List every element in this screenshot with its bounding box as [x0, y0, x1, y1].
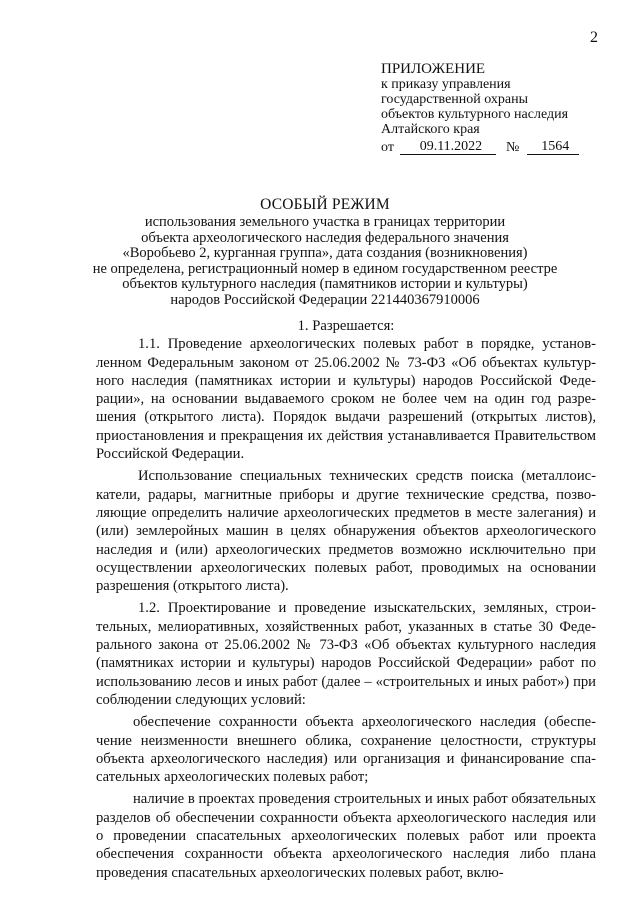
- document-title-block: [60, 196, 590, 308]
- document-body: [96, 317, 596, 886]
- title-subtitle-line: не определена, регистрационный номер в едином государственном реестре: [92, 260, 558, 277]
- appendix-line: Алтайского края: [381, 122, 480, 137]
- appendix-line: к приказу управления: [381, 77, 511, 92]
- page-number: 2: [590, 29, 598, 46]
- paragraph: обеспечение сохранности объекта археологического наследия (обеспечение неизменности внешнего облика, сохранение целостности, структуры объекта археологического наследия) или организация и финансирование спасательных археологических полевых работ;: [96, 714, 596, 786]
- section-heading: 1. Разрешается:: [297, 318, 395, 334]
- document-title: ОСОБЫЙ РЕЖИМ: [260, 196, 390, 213]
- title-subtitle-line: использования земельного участка в границах территории: [144, 214, 506, 230]
- order-reference: [381, 139, 621, 155]
- appendix-heading: ПРИЛОЖЕНИЕ: [381, 61, 486, 77]
- from-label: от: [381, 140, 394, 155]
- appendix-line: объектов культурного наследия: [381, 107, 569, 122]
- title-subtitle-line: объектов культурного наследия (памятников истории и культуры): [122, 276, 528, 293]
- appendix-line: государственной охраны: [381, 92, 529, 107]
- number-sign: №: [505, 140, 520, 155]
- appendix-block: [381, 62, 621, 155]
- paragraph: Использование специальных технических средств поиска (металлоискатели, радары, магнитные приборы и другие технические средства, позволяющие определить наличие археологических предметов в месте залегания) и (или) землеройных машин в целях обнаружения объектов археологического наследия и (или) археологических предметов возможно исключительно при осуществлении археологических полевых работ, проводимых на основании разрешения (открытого листа).: [96, 468, 596, 595]
- paragraph: 1.2. Проектирование и проведение изыскательских, земляных, строительных, мелиоративных, хозяйственных работ, указанных в статье 30 Федерального закона от 25.06.2002 № 73-ФЗ «Об объектах культурного наследия (памятниках истории и культуры) народов Российской Федерации» работ по использованию лесов и иных работ (далее – «строительных и иных работ») при соблюдении следующих условий:: [96, 600, 596, 708]
- title-subtitle-line: народов Российской Федерации 221440367910006: [170, 291, 480, 308]
- order-number: 1564: [527, 139, 579, 155]
- paragraph: 1.1. Проведение археологических полевых работ в порядке, установленном Федеральным законом от 25.06.2002 № 73-ФЗ «Об объектах культурного наследия (памятниках истории и культуры) народов Российской Федерации», на основании выдаваемого сроком не более чем на один год разрешения (открытого листа). Порядок выдачи разрешений (открытых листов), приостановления и прекращения их действия устанавливается Правительством Российской Федерации.: [96, 336, 596, 463]
- order-date: 09.11.2022: [400, 139, 496, 155]
- paragraph: наличие в проектах проведения строительных и иных работ обязательных разделов об обеспечении сохранности объекта археологического наследия или о проведении спасательных археологических полевых работ или проекта обеспечения сохранности объекта археологического наследия либо плана проведения спасательных археологических полевых работ, вклю-: [96, 791, 596, 881]
- title-subtitle-line: «Воробьево 2, курганная группа», дата создания (возникновения): [122, 245, 528, 262]
- title-subtitle-line: объекта археологического наследия федерального значения: [141, 229, 509, 246]
